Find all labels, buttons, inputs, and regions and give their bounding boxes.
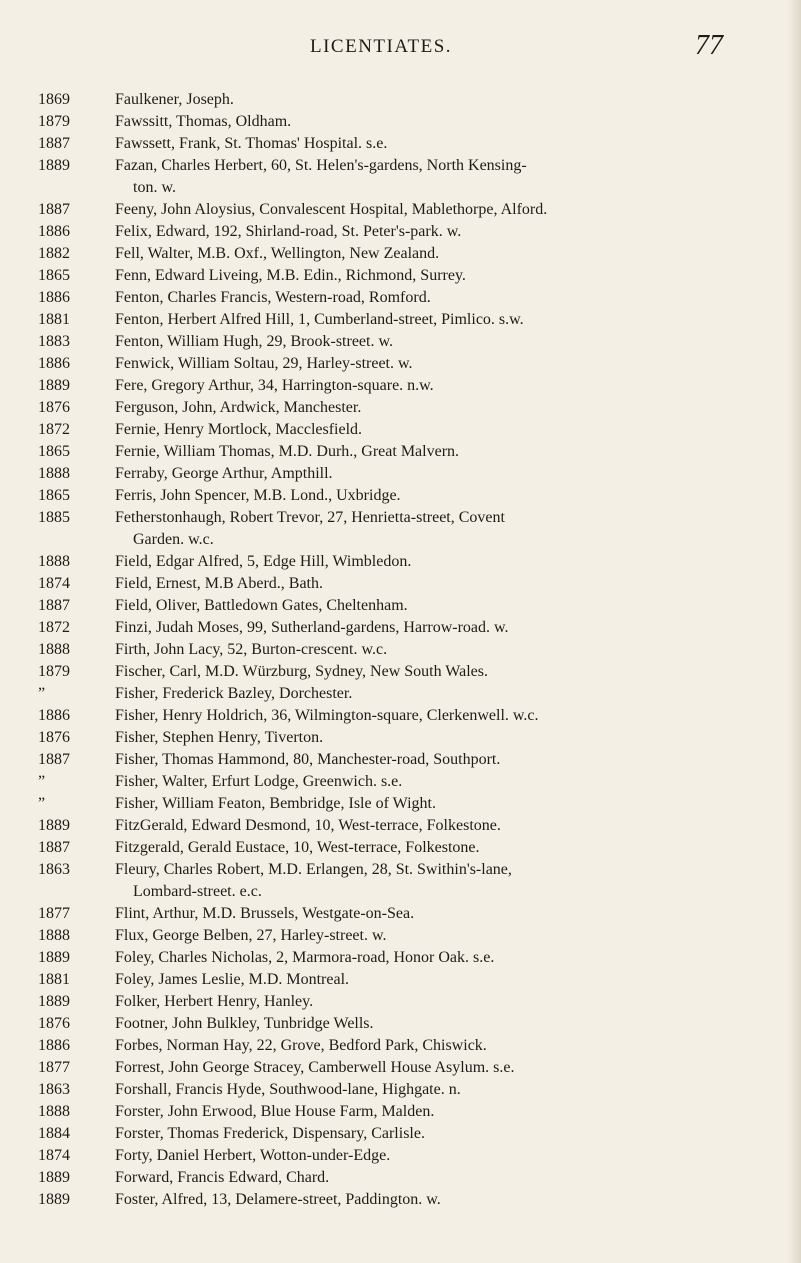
entry-year: 1863 bbox=[38, 861, 70, 878]
entry-year: 1887 bbox=[38, 135, 70, 152]
entry-year: 1889 bbox=[38, 993, 70, 1010]
list-item bbox=[38, 661, 788, 683]
entry-line: Fleury, Charles Robert, M.D. Erlangen, 28, St. Swithin's-lane, bbox=[115, 861, 512, 878]
entry-text bbox=[115, 815, 788, 837]
entry-continuation: Garden. w.c. bbox=[133, 531, 214, 548]
entry-year: 1874 bbox=[38, 575, 70, 592]
list-item bbox=[38, 265, 788, 287]
entry-line: Folker, Herbert Henry, Hanley. bbox=[115, 993, 314, 1010]
entry-line: Fernie, William Thomas, M.D. Durh., Great Malvern. bbox=[115, 443, 460, 460]
list-item bbox=[38, 859, 788, 903]
entry-year: 1886 bbox=[38, 355, 70, 372]
entry-line: Forty, Daniel Herbert, Wotton-under-Edge. bbox=[115, 1147, 391, 1164]
entry-year: 1876 bbox=[38, 1015, 70, 1032]
entry-line: Forshall, Francis Hyde, Southwood-lane, Highgate. n. bbox=[115, 1081, 461, 1098]
entry-line: Flux, George Belben, 27, Harley-street. w. bbox=[115, 927, 387, 944]
entry-line: Fitzgerald, Gerald Eustace, 10, West-terrace, Folkestone. bbox=[115, 839, 480, 856]
entry-line: Fisher, Frederick Bazley, Dorchester. bbox=[115, 685, 353, 702]
entry-text bbox=[115, 463, 788, 485]
entry-line: Field, Ernest, M.B Aberd., Bath. bbox=[115, 575, 323, 592]
entry-line: Footner, John Bulkley, Tunbridge Wells. bbox=[115, 1015, 374, 1032]
entry-text bbox=[115, 133, 788, 155]
entry-year: 1863 bbox=[38, 1081, 70, 1098]
entry-text bbox=[115, 309, 788, 331]
list-item bbox=[38, 133, 788, 155]
entry-text bbox=[115, 1189, 788, 1211]
entry-text bbox=[115, 551, 788, 573]
list-item bbox=[38, 595, 788, 617]
entry-year: 1889 bbox=[38, 817, 70, 834]
list-item bbox=[38, 1123, 788, 1145]
entry-text bbox=[115, 969, 788, 991]
entry-line: Fawssitt, Thomas, Oldham. bbox=[115, 113, 292, 130]
entry-year: 1889 bbox=[38, 157, 70, 174]
entry-text bbox=[115, 1145, 788, 1167]
entry-text bbox=[115, 947, 788, 969]
list-item bbox=[38, 155, 788, 199]
entry-text bbox=[115, 1123, 788, 1145]
entry-text bbox=[115, 441, 788, 463]
entry-year: 1888 bbox=[38, 553, 70, 570]
list-item bbox=[38, 1079, 788, 1101]
entry-year: 1886 bbox=[38, 289, 70, 306]
entry-line: Felix, Edward, 192, Shirland-road, St. Peter's-park. w. bbox=[115, 223, 462, 240]
entry-text bbox=[115, 243, 788, 265]
entry-line: Fischer, Carl, M.D. Würzburg, Sydney, New South Wales. bbox=[115, 663, 488, 680]
entry-text bbox=[115, 727, 788, 749]
entry-text bbox=[115, 331, 788, 353]
entry-year: 1876 bbox=[38, 399, 70, 416]
list-item bbox=[38, 683, 788, 705]
entry-text bbox=[115, 485, 788, 507]
entry-line: Fenton, Herbert Alfred Hill, 1, Cumberland-street, Pimlico. s.w. bbox=[115, 311, 524, 328]
page-header bbox=[0, 30, 801, 64]
list-item bbox=[38, 727, 788, 749]
entry-text bbox=[115, 89, 788, 111]
entry-year: 1884 bbox=[38, 1125, 70, 1142]
list-item bbox=[38, 969, 788, 991]
list-item bbox=[38, 485, 788, 507]
list-item bbox=[38, 243, 788, 265]
entry-text bbox=[115, 265, 788, 287]
entry-year: 1888 bbox=[38, 1103, 70, 1120]
entry-text bbox=[115, 375, 788, 397]
list-item bbox=[38, 771, 788, 793]
list-item bbox=[38, 815, 788, 837]
entry-line: Firth, John Lacy, 52, Burton-crescent. w.c. bbox=[115, 641, 388, 658]
entry-year: ” bbox=[38, 685, 46, 702]
list-item bbox=[38, 1145, 788, 1167]
page-number: 77 bbox=[695, 30, 723, 61]
entry-text bbox=[115, 419, 788, 441]
entry-year: 1883 bbox=[38, 333, 70, 350]
entry-text bbox=[115, 353, 788, 375]
list-item bbox=[38, 837, 788, 859]
entry-text bbox=[115, 573, 788, 595]
entry-year: 1876 bbox=[38, 729, 70, 746]
entry-year: ” bbox=[38, 773, 46, 790]
entry-year: 1889 bbox=[38, 377, 70, 394]
entry-text bbox=[115, 1167, 788, 1189]
entry-line: Feeny, John Aloysius, Convalescent Hospital, Mablethorpe, Alford. bbox=[115, 201, 548, 218]
entry-year: 1886 bbox=[38, 707, 70, 724]
entry-line: Fisher, Henry Holdrich, 36, Wilmington-square, Clerkenwell. w.c. bbox=[115, 707, 539, 724]
list-item bbox=[38, 617, 788, 639]
entry-year: 1888 bbox=[38, 641, 70, 658]
entry-year: 1865 bbox=[38, 267, 70, 284]
entry-text bbox=[115, 771, 788, 793]
entry-year: 1889 bbox=[38, 1191, 70, 1208]
entry-text bbox=[115, 1013, 788, 1035]
list-item bbox=[38, 111, 788, 133]
entry-year: 1889 bbox=[38, 1169, 70, 1186]
entry-line: Fisher, Stephen Henry, Tiverton. bbox=[115, 729, 324, 746]
entry-text bbox=[115, 661, 788, 683]
entry-line: Fisher, William Featon, Bembridge, Isle of Wight. bbox=[115, 795, 436, 812]
list-item bbox=[38, 331, 788, 353]
entry-year: 1889 bbox=[38, 949, 70, 966]
list-item bbox=[38, 397, 788, 419]
entry-line: Field, Edgar Alfred, 5, Edge Hill, Wimbledon. bbox=[115, 553, 412, 570]
entry-line: Forster, John Erwood, Blue House Farm, Malden. bbox=[115, 1103, 435, 1120]
entry-line: Ferraby, George Arthur, Ampthill. bbox=[115, 465, 333, 482]
list-item bbox=[38, 221, 788, 243]
entry-line: Fernie, Henry Mortlock, Macclesfield. bbox=[115, 421, 363, 438]
list-item bbox=[38, 705, 788, 727]
list-item bbox=[38, 441, 788, 463]
list-item bbox=[38, 639, 788, 661]
entry-text bbox=[115, 749, 788, 771]
list-item bbox=[38, 947, 788, 969]
entry-year: 1888 bbox=[38, 465, 70, 482]
entry-line: Forrest, John George Stracey, Camberwell House Asylum. s.e. bbox=[115, 1059, 515, 1076]
entry-year: 1881 bbox=[38, 971, 70, 988]
entry-line: Ferguson, John, Ardwick, Manchester. bbox=[115, 399, 362, 416]
entry-line: Fetherstonhaugh, Robert Trevor, 27, Henrietta-street, Covent bbox=[115, 509, 505, 526]
entry-text bbox=[115, 507, 788, 551]
entry-line: Foley, Charles Nicholas, 2, Marmora-road, Honor Oak. s.e. bbox=[115, 949, 495, 966]
entry-line: Fere, Gregory Arthur, 34, Harrington-square. n.w. bbox=[115, 377, 434, 394]
entry-line: Fazan, Charles Herbert, 60, St. Helen's-gardens, North Kensing- bbox=[115, 157, 527, 174]
entry-line: Forster, Thomas Frederick, Dispensary, Carlisle. bbox=[115, 1125, 425, 1142]
entry-text bbox=[115, 1057, 788, 1079]
list-item bbox=[38, 463, 788, 485]
entry-text bbox=[115, 397, 788, 419]
entry-line: Fenn, Edward Liveing, M.B. Edin., Richmond, Surrey. bbox=[115, 267, 466, 284]
entry-text bbox=[115, 859, 788, 903]
list-item bbox=[38, 419, 788, 441]
list-item bbox=[38, 573, 788, 595]
list-item bbox=[38, 199, 788, 221]
entry-year: 1882 bbox=[38, 245, 70, 262]
entry-text bbox=[115, 287, 788, 309]
list-item bbox=[38, 309, 788, 331]
list-item bbox=[38, 903, 788, 925]
entry-year: 1877 bbox=[38, 1059, 70, 1076]
entry-text bbox=[115, 155, 788, 199]
entry-year: 1869 bbox=[38, 91, 70, 108]
entry-text bbox=[115, 903, 788, 925]
entry-line: Fisher, Walter, Erfurt Lodge, Greenwich. s.e. bbox=[115, 773, 403, 790]
list-item bbox=[38, 793, 788, 815]
entry-line: Field, Oliver, Battledown Gates, Cheltenham. bbox=[115, 597, 408, 614]
entry-line: Finzi, Judah Moses, 99, Sutherland-gardens, Harrow-road. w. bbox=[115, 619, 509, 636]
running-title: LICENTIATES. bbox=[310, 36, 453, 57]
entry-year: 1872 bbox=[38, 619, 70, 636]
entry-year: 1877 bbox=[38, 905, 70, 922]
entry-line: Fawssett, Frank, St. Thomas' Hospital. s.e. bbox=[115, 135, 388, 152]
entry-line: Fenton, Charles Francis, Western-road, Romford. bbox=[115, 289, 431, 306]
entry-text bbox=[115, 793, 788, 815]
entry-year: 1879 bbox=[38, 663, 70, 680]
entry-line: Forbes, Norman Hay, 22, Grove, Bedford Park, Chiswick. bbox=[115, 1037, 487, 1054]
list-item bbox=[38, 991, 788, 1013]
entry-year: 1886 bbox=[38, 223, 70, 240]
page-edge-shadow bbox=[787, 0, 801, 1263]
entry-year: 1887 bbox=[38, 597, 70, 614]
entry-text bbox=[115, 221, 788, 243]
entry-text bbox=[115, 199, 788, 221]
list-item bbox=[38, 507, 788, 551]
entry-text bbox=[115, 1101, 788, 1123]
entry-year: ” bbox=[38, 795, 46, 812]
entry-year: 1885 bbox=[38, 509, 70, 526]
list-item bbox=[38, 1057, 788, 1079]
entry-text bbox=[115, 639, 788, 661]
entry-year: 1881 bbox=[38, 311, 70, 328]
licentiates-list bbox=[38, 89, 788, 1211]
list-item bbox=[38, 1101, 788, 1123]
entry-line: Forward, Francis Edward, Chard. bbox=[115, 1169, 330, 1186]
entry-text bbox=[115, 1079, 788, 1101]
entry-line: Ferris, John Spencer, M.B. Lond., Uxbridge. bbox=[115, 487, 401, 504]
entry-text bbox=[115, 595, 788, 617]
entry-continuation: ton. w. bbox=[133, 179, 176, 196]
entry-line: Flint, Arthur, M.D. Brussels, Westgate-on-Sea. bbox=[115, 905, 415, 922]
entry-line: Fell, Walter, M.B. Oxf., Wellington, New Zealand. bbox=[115, 245, 440, 262]
entry-line: Fenwick, William Soltau, 29, Harley-street. w. bbox=[115, 355, 413, 372]
list-item bbox=[38, 287, 788, 309]
list-item bbox=[38, 375, 788, 397]
entry-text bbox=[115, 111, 788, 133]
list-item bbox=[38, 1189, 788, 1211]
list-item bbox=[38, 925, 788, 947]
list-item bbox=[38, 89, 788, 111]
entry-year: 1879 bbox=[38, 113, 70, 130]
list-item bbox=[38, 1035, 788, 1057]
entry-year: 1874 bbox=[38, 1147, 70, 1164]
entry-year: 1887 bbox=[38, 751, 70, 768]
entry-text bbox=[115, 617, 788, 639]
entry-line: Fisher, Thomas Hammond, 80, Manchester-road, Southport. bbox=[115, 751, 501, 768]
entry-year: 1887 bbox=[38, 839, 70, 856]
entry-year: 1865 bbox=[38, 443, 70, 460]
entry-line: Faulkener, Joseph. bbox=[115, 91, 234, 108]
entry-line: Fenton, William Hugh, 29, Brook-street. w. bbox=[115, 333, 393, 350]
entry-text bbox=[115, 1035, 788, 1057]
entry-text bbox=[115, 683, 788, 705]
list-item bbox=[38, 1013, 788, 1035]
entry-text bbox=[115, 837, 788, 859]
entry-year: 1865 bbox=[38, 487, 70, 504]
entry-year: 1872 bbox=[38, 421, 70, 438]
entry-line: Foster, Alfred, 13, Delamere-street, Paddington. w. bbox=[115, 1191, 441, 1208]
entry-continuation: Lombard-street. e.c. bbox=[133, 883, 262, 900]
entry-year: 1887 bbox=[38, 201, 70, 218]
entry-text bbox=[115, 991, 788, 1013]
entry-year: 1888 bbox=[38, 927, 70, 944]
entry-line: Foley, James Leslie, M.D. Montreal. bbox=[115, 971, 350, 988]
entry-year: 1886 bbox=[38, 1037, 70, 1054]
list-item bbox=[38, 749, 788, 771]
list-item bbox=[38, 551, 788, 573]
entry-text bbox=[115, 705, 788, 727]
list-item bbox=[38, 1167, 788, 1189]
entry-text bbox=[115, 925, 788, 947]
entry-line: FitzGerald, Edward Desmond, 10, West-terrace, Folkestone. bbox=[115, 817, 501, 834]
list-item bbox=[38, 353, 788, 375]
